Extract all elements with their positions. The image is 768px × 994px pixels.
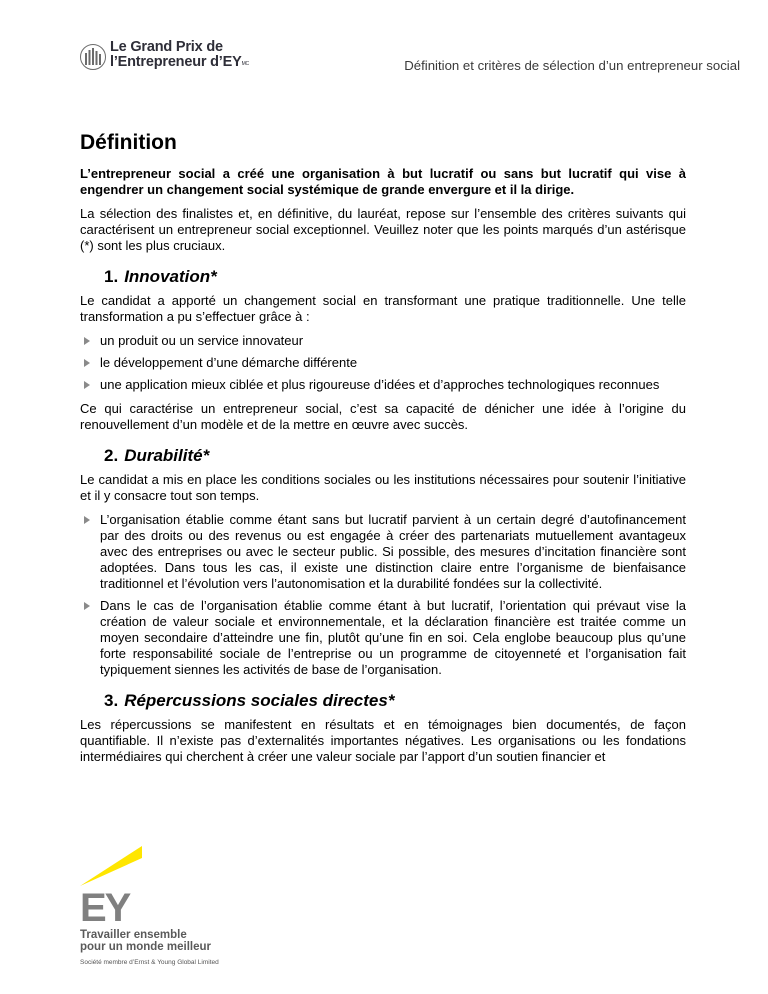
section-number: 2. bbox=[104, 446, 119, 465]
triangle-bullet-icon bbox=[84, 337, 90, 345]
list-item bbox=[80, 333, 686, 349]
section-title: Innovation* bbox=[124, 267, 217, 286]
legal-notice: Société membre d’Ernst & Young Global Limited bbox=[80, 959, 219, 966]
list-item bbox=[80, 377, 686, 393]
header-logo bbox=[110, 40, 249, 70]
section-outro: Ce qui caractérise un entrepreneur social, c’est sa capacité de dénicher une idée à l’origine du renouvellement d’un modèle et de la mettre en œuvre avec succès. bbox=[80, 401, 686, 432]
section-title: Durabilité* bbox=[124, 446, 210, 465]
document-body bbox=[80, 130, 686, 773]
section-heading-repercussions bbox=[104, 690, 686, 711]
section-heading-innovation bbox=[104, 266, 686, 287]
list-item bbox=[80, 512, 686, 592]
section-title: Répercussions sociales directes* bbox=[124, 691, 395, 710]
section-heading-durabilite bbox=[104, 445, 686, 466]
list-item bbox=[80, 598, 686, 678]
list-item-text: un produit ou un service innovateur bbox=[100, 333, 304, 348]
tagline-line1: Travailler ensemble bbox=[80, 929, 187, 941]
section-intro: Le candidat a apporté un changement social en transformant une pratique traditionnelle. Une telle transformation a pu s’effectuer grâce à : bbox=[80, 293, 686, 324]
page-header bbox=[80, 40, 740, 80]
logo-trademark: MC bbox=[241, 61, 249, 67]
list-item-text: le développement d’une démarche différente bbox=[100, 355, 358, 370]
list-item-text: L’organisation établie comme étant sans but lucratif parvient à un certain degré d’autofinancement par des droits ou des revenus ou est engagée à créer des partenariats mutuellement avantageux avec des entreprises ou avec le secteur public. Si possible, des mesures d’incitation financière sont adoptées. Dans tous les cas, il existe une distinction claire entre l’organisme de bienfaisance traditionnel et l’évolution vers l’autonomisation et la durabilité fondées sur la collectivité. bbox=[100, 512, 686, 591]
ey-yellow-beam-icon bbox=[80, 846, 142, 886]
triangle-bullet-icon bbox=[84, 381, 90, 389]
list-item bbox=[80, 355, 686, 371]
bullet-list bbox=[80, 333, 686, 393]
header-title: Définition et critères de sélection d’un entrepreneur social bbox=[404, 58, 740, 73]
page-title: Définition bbox=[80, 131, 177, 154]
section-number: 3. bbox=[104, 691, 119, 710]
logo-line1: Le Grand Prix de bbox=[110, 39, 223, 55]
logo-line2: l’Entrepreneur d’EY bbox=[110, 54, 242, 70]
triangle-bullet-icon bbox=[84, 602, 90, 610]
page-footer bbox=[80, 846, 340, 976]
ey-logo: EY bbox=[80, 886, 130, 930]
section-number: 1. bbox=[104, 267, 119, 286]
bullet-list bbox=[80, 512, 686, 678]
section-intro: Le candidat a mis en place les conditions sociales ou les institutions nécessaires pour soutenir l’initiative et il y consacre tout son temps. bbox=[80, 472, 686, 503]
intro-paragraph: La sélection des finalistes et, en définitive, du lauréat, repose sur l’ensemble des critères suivants qui caractérisent un entrepreneur social exceptionnel. Veuillez noter que les points marqués d’un astérisque (*) sont les plus cruciaux. bbox=[80, 206, 686, 253]
section-intro: Les répercussions se manifestent en résultats et en témoignages bien documentés, de façon quantifiable. Il n’existe pas d’externalités importantes négatives. Les organisations ou les fondations intermédiaires qui cherchent à créer une valeur sociale par l’apport d’un soutien financier et bbox=[80, 717, 686, 764]
lead-paragraph: L’entrepreneur social a créé une organisation à but lucratif ou sans but lucratif qui vise à engendrer un changement social systémique de grande envergure et il la dirige. bbox=[80, 166, 686, 197]
triangle-bullet-icon bbox=[84, 516, 90, 524]
list-item-text: une application mieux ciblée et plus rigoureuse d’idées et d’approches technologiques reconnues bbox=[100, 377, 660, 392]
triangle-bullet-icon bbox=[84, 359, 90, 367]
ey-building-bars-icon bbox=[80, 44, 106, 70]
ey-tagline bbox=[80, 929, 211, 953]
list-item-text: Dans le cas de l’organisation établie comme étant à but lucratif, l’orientation qui prévaut vise la création de valeur sociale et environnementale, et la déclaration financière est traitée comme un moyen secondaire d’atteindre une fin, plutôt qu’une fin en soi. Cela englobe beaucoup plus qu’une forte responsabilité sociale de l’entreprise ou un programme de citoyenneté et l’organisation fait typiquement siennes les activités de base de l’organisation. bbox=[100, 598, 686, 677]
tagline-line2: pour un monde meilleur bbox=[80, 941, 211, 953]
